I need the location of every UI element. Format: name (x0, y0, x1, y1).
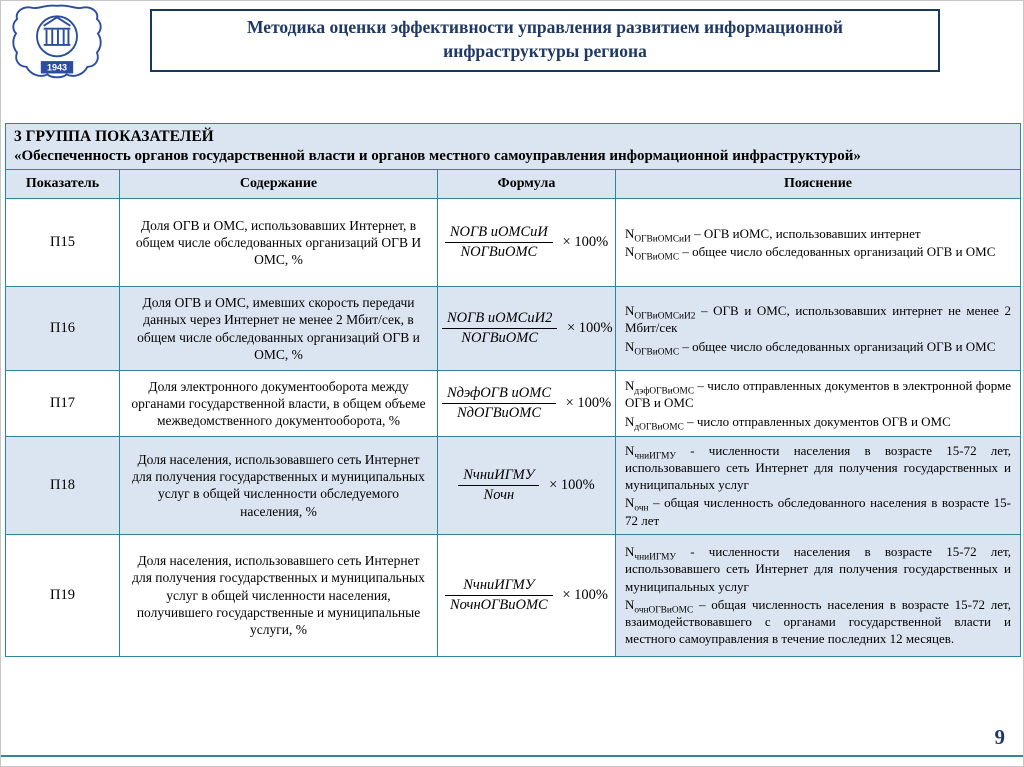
slide-title-line2: инфраструктуры региона (443, 40, 647, 61)
content-cell: Доля ОГВ и ОМС, использовавших Интернет, в общем числе обследованных организаций ОГВ И ОМС, % (120, 199, 438, 287)
explanation-line: $N_{чниИГМУ}$ - численности населения в возрасте 15-72 лет, использовавшего сеть Интернет для получения государственных и муниципальных услуг (625, 443, 1011, 493)
table-row (6, 199, 1021, 287)
group-header-row (6, 124, 1021, 170)
indicators-table (5, 123, 1021, 657)
formula-numerator: NОГВ иОМСиИ (445, 224, 553, 243)
explanation-line: $N_{дОГВиОМС}$ – число отправленных документов ОГВ и ОМС (625, 413, 951, 433)
formula-cell (438, 199, 616, 287)
university-logo (9, 3, 105, 83)
university-crest-icon (9, 3, 105, 83)
explanation-cell (616, 287, 1021, 371)
formula-cell (438, 437, 616, 535)
explanation-line: $N_{очнОГВиОМС}$ – общая численность населения в возрасте 15-72 лет, взаимодействовавшего с органами государственной власти и местного самоуправления в течение последних 12 месяцев. (625, 596, 1011, 647)
table-row (6, 437, 1021, 535)
formula-numerator: NчниИГМУ (445, 577, 553, 596)
formula-multiplier: × 100% (565, 395, 612, 411)
formula-cell (438, 371, 616, 437)
indicator-cell: П19 (6, 534, 120, 656)
formula-numerator: NдэфОГВ иОМС (442, 385, 556, 404)
table-row (6, 287, 1021, 371)
group-title: 3 ГРУППА ПОКАЗАТЕЛЕЙ (14, 128, 214, 145)
page-number: 9 (994, 725, 1005, 749)
indicator-cell: П15 (6, 199, 120, 287)
group-subtitle: «Обеспеченность органов государственной власти и органов местного самоуправления информационной инфраструктурой» (14, 148, 861, 164)
content-cell: Доля населения, использовавшего сеть Интернет для получения государственных и муниципальных услуг в общей численности обследуемого населения, % (120, 437, 438, 535)
formula-denominator: NОГВиОМС (461, 330, 539, 346)
formula-numerator: NОГВ иОМСиИ2 (442, 310, 557, 329)
column-header-row (6, 170, 1021, 199)
formula-cell (438, 287, 616, 371)
slide-header (9, 3, 1015, 83)
explanation-line: $N_{дэфОГВиОМС}$ – число отправленных документов в электронной форме ОГВ и ОМС (625, 378, 1011, 411)
formula-multiplier: × 100% (562, 586, 608, 603)
slide-title-line1: Методика оценки эффективности управления развитием информационной (247, 17, 843, 37)
formula-numerator: NчниИГМУ (458, 467, 539, 486)
formula-multiplier: × 100% (562, 234, 609, 250)
explanation-line: $N_{ОГВиОМС}$ – общее число обследованных организаций ОГВ и ОМС (625, 244, 996, 263)
formula-fraction (442, 385, 556, 422)
explanation-cell (616, 371, 1021, 437)
explanation-cell (616, 199, 1021, 287)
formula-denominator: NОГВиОМС (460, 244, 538, 260)
content-cell: Доля ОГВ и ОМС, имевших скорость передачи данных через Интернет не менее 2 Мбит/сек, в общем числе обследованных организаций ОГВ и ОМС, % (120, 287, 438, 371)
logo-year: 1943 (46, 62, 68, 73)
table-row (6, 534, 1021, 656)
explanation-cell (616, 534, 1021, 656)
col-header-formula: Формула (438, 170, 616, 199)
explanation-line: $N_{ОГВиОМС}$ – общее число обследованных организаций ОГВ и ОМС (625, 338, 996, 358)
explanation-cell (616, 437, 1021, 535)
content-cell: Доля населения, использовавшего сеть Интернет для получения государственных и муниципальных услуг в общей численности населения, получившего государственные и муниципальные услуги, % (120, 534, 438, 656)
formula-multiplier: × 100% (549, 476, 595, 493)
formula-fraction (445, 224, 553, 261)
formula-denominator: NдОГВиОМС (456, 405, 542, 421)
formula-fraction (442, 310, 557, 347)
indicator-cell: П16 (6, 287, 120, 371)
explanation-line: $N_{чниИГМУ}$ - численности населения в возрасте 15-72 лет, использовавшего сеть Интернет для получения государственных и муниципальных услуг (625, 544, 1011, 594)
group-header-cell (6, 124, 1021, 170)
formula-denominator: NочнОГВиОМС (450, 596, 548, 613)
content-cell: Доля электронного документооборота между органами государственной власти, в общем объеме межведомственного документооборота, % (120, 371, 438, 437)
col-header-content: Содержание (120, 170, 438, 199)
formula-fraction (445, 577, 553, 614)
explanation-line: $N_{очн}$ – общая численность обследованного населения в возрасте 15-72 лет (625, 495, 1011, 528)
col-header-indicator: Показатель (6, 170, 120, 199)
explanation-line: $N_{ОГВиОМСиИ}$ – ОГВ иОМС, использовавших интернет (625, 225, 921, 245)
table-row (6, 371, 1021, 437)
explanation-line: $N_{ОГВиОМСиИ2}$ – ОГВ и ОМС, использовавших интернет не менее 2 Мбит/сек (625, 303, 1011, 336)
formula-denominator: Nочн (483, 486, 515, 503)
col-header-explanation: Пояснение (616, 170, 1021, 199)
formula-cell (438, 534, 616, 656)
indicator-cell: П18 (6, 437, 120, 535)
formula-fraction (458, 467, 539, 504)
formula-multiplier: × 100% (566, 320, 613, 336)
bottom-divider (1, 755, 1023, 757)
title-box (150, 9, 940, 72)
indicator-cell: П17 (6, 371, 120, 437)
